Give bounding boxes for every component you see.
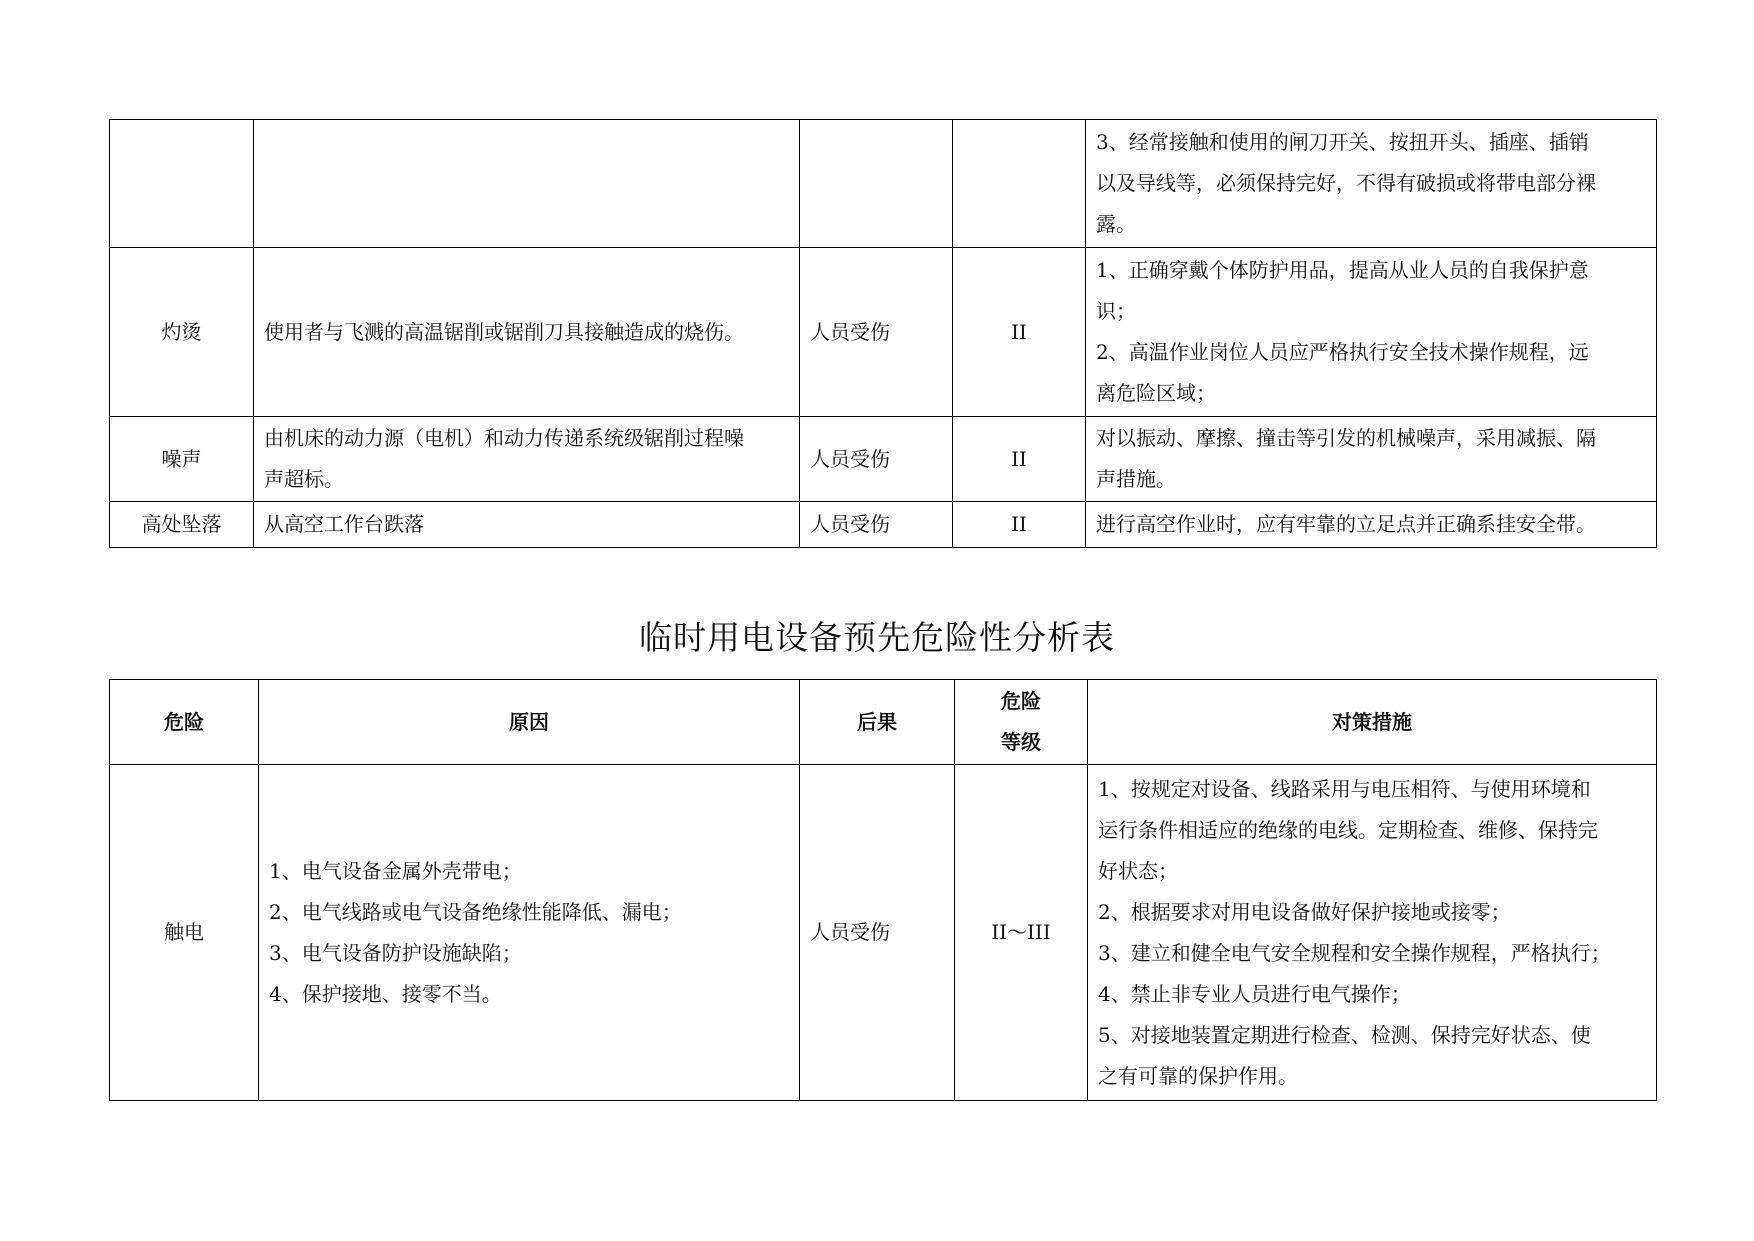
level-cell: II [953, 502, 1086, 548]
level-cell [953, 120, 1086, 248]
header-cause: 原因 [259, 680, 800, 765]
measure-line: 1、正确穿戴个体防护用品，提高从业人员的自我保护意 [1096, 258, 1589, 282]
measure-line: 运行条件相适应的绝缘的电线。定期检查、维修、保持完 [1098, 817, 1598, 842]
measures-cell [1086, 502, 1657, 548]
measure-line: 2、高温作业岗位人员应严格执行安全技术操作规程，远 [1096, 340, 1589, 364]
measures-cell [1088, 765, 1657, 1101]
level-cell: II [953, 417, 1086, 502]
header-hazard: 危险 [110, 680, 259, 765]
measure-line: 3、建立和健全电气安全规程和安全操作规程，严格执行； [1098, 940, 1611, 965]
electrical-hazard-table [109, 679, 1657, 1101]
consequence-cell: 人员受伤 [800, 417, 953, 502]
measure-line: 之有可靠的保护作用。 [1098, 1063, 1298, 1088]
cause-line: 由机床的动力源（电机）和动力传递系统级锯削过程噪 [264, 426, 744, 450]
measures-cell [1086, 248, 1657, 417]
cause-cell [254, 248, 800, 417]
page-title: 临时用电设备预先危险性分析表 [639, 618, 1115, 657]
hazard-table-continued [109, 119, 1657, 548]
measure-line: 进行高空作业时，应有牢靠的立足点并正确系挂安全带。 [1096, 512, 1596, 536]
table-header-row [110, 680, 1657, 765]
table-row [110, 765, 1657, 1101]
table-row [110, 502, 1657, 548]
cause-cell [259, 765, 800, 1101]
cause-line: 声超标。 [264, 467, 344, 491]
measure-line: 以及导线等，必须保持完好，不得有破损或将带电部分裸 [1096, 171, 1596, 195]
table-row [110, 248, 1657, 417]
measure-line: 好状态； [1098, 858, 1178, 883]
cause-cell [254, 120, 800, 248]
hazard-cell: 灼烫 [110, 248, 254, 417]
measure-line: 2、根据要求对用电设备做好保护接地或接零； [1098, 899, 1511, 924]
cause-line: 从高空工作台跌落 [264, 512, 424, 536]
cause-line: 4、保护接地、接零不当。 [269, 981, 502, 1006]
table-row [110, 120, 1657, 248]
measure-line: 露。 [1096, 212, 1136, 236]
measure-line: 离危险区域； [1096, 381, 1216, 405]
consequence-cell: 人员受伤 [800, 248, 953, 417]
hazard-cell: 噪声 [110, 417, 254, 502]
header-level-line: 等级 [1001, 730, 1041, 754]
header-measures: 对策措施 [1088, 680, 1657, 765]
consequence-cell: 人员受伤 [800, 502, 953, 548]
cause-cell [254, 502, 800, 548]
level-cell: II～III [955, 765, 1088, 1101]
cause-cell [254, 417, 800, 502]
measures-cell [1086, 120, 1657, 248]
header-level-line: 危险 [1001, 689, 1041, 713]
header-consequence: 后果 [800, 680, 955, 765]
measure-line: 5、对接地装置定期进行检查、检测、保持完好状态、使 [1098, 1022, 1591, 1047]
hazard-cell [110, 120, 254, 248]
cause-line: 2、电气线路或电气设备绝缘性能降低、漏电； [269, 899, 682, 924]
cause-line: 3、电气设备防护设施缺陷； [269, 940, 522, 965]
measures-cell [1086, 417, 1657, 502]
measure-line: 4、禁止非专业人员进行电气操作； [1098, 981, 1411, 1006]
cause-line: 使用者与飞溅的高温锯削或锯削刀具接触造成的烧伤。 [264, 319, 744, 344]
header-level [955, 680, 1088, 765]
consequence-cell [800, 120, 953, 248]
consequence-cell: 人员受伤 [800, 765, 955, 1101]
hazard-cell: 高处坠落 [110, 502, 254, 548]
measure-line: 对以振动、摩擦、撞击等引发的机械噪声，采用减振、隔 [1096, 426, 1596, 450]
measure-line: 声措施。 [1096, 467, 1176, 491]
measure-line: 1、按规定对设备、线路采用与电压相符、与使用环境和 [1098, 776, 1591, 801]
hazard-cell: 触电 [110, 765, 259, 1101]
table-row [110, 417, 1657, 502]
measure-line: 识； [1096, 299, 1136, 323]
cause-line: 1、电气设备金属外壳带电； [269, 858, 522, 883]
measure-line: 3、经常接触和使用的闸刀开关、按扭开头、插座、插销 [1096, 130, 1589, 154]
level-cell: II [953, 248, 1086, 417]
